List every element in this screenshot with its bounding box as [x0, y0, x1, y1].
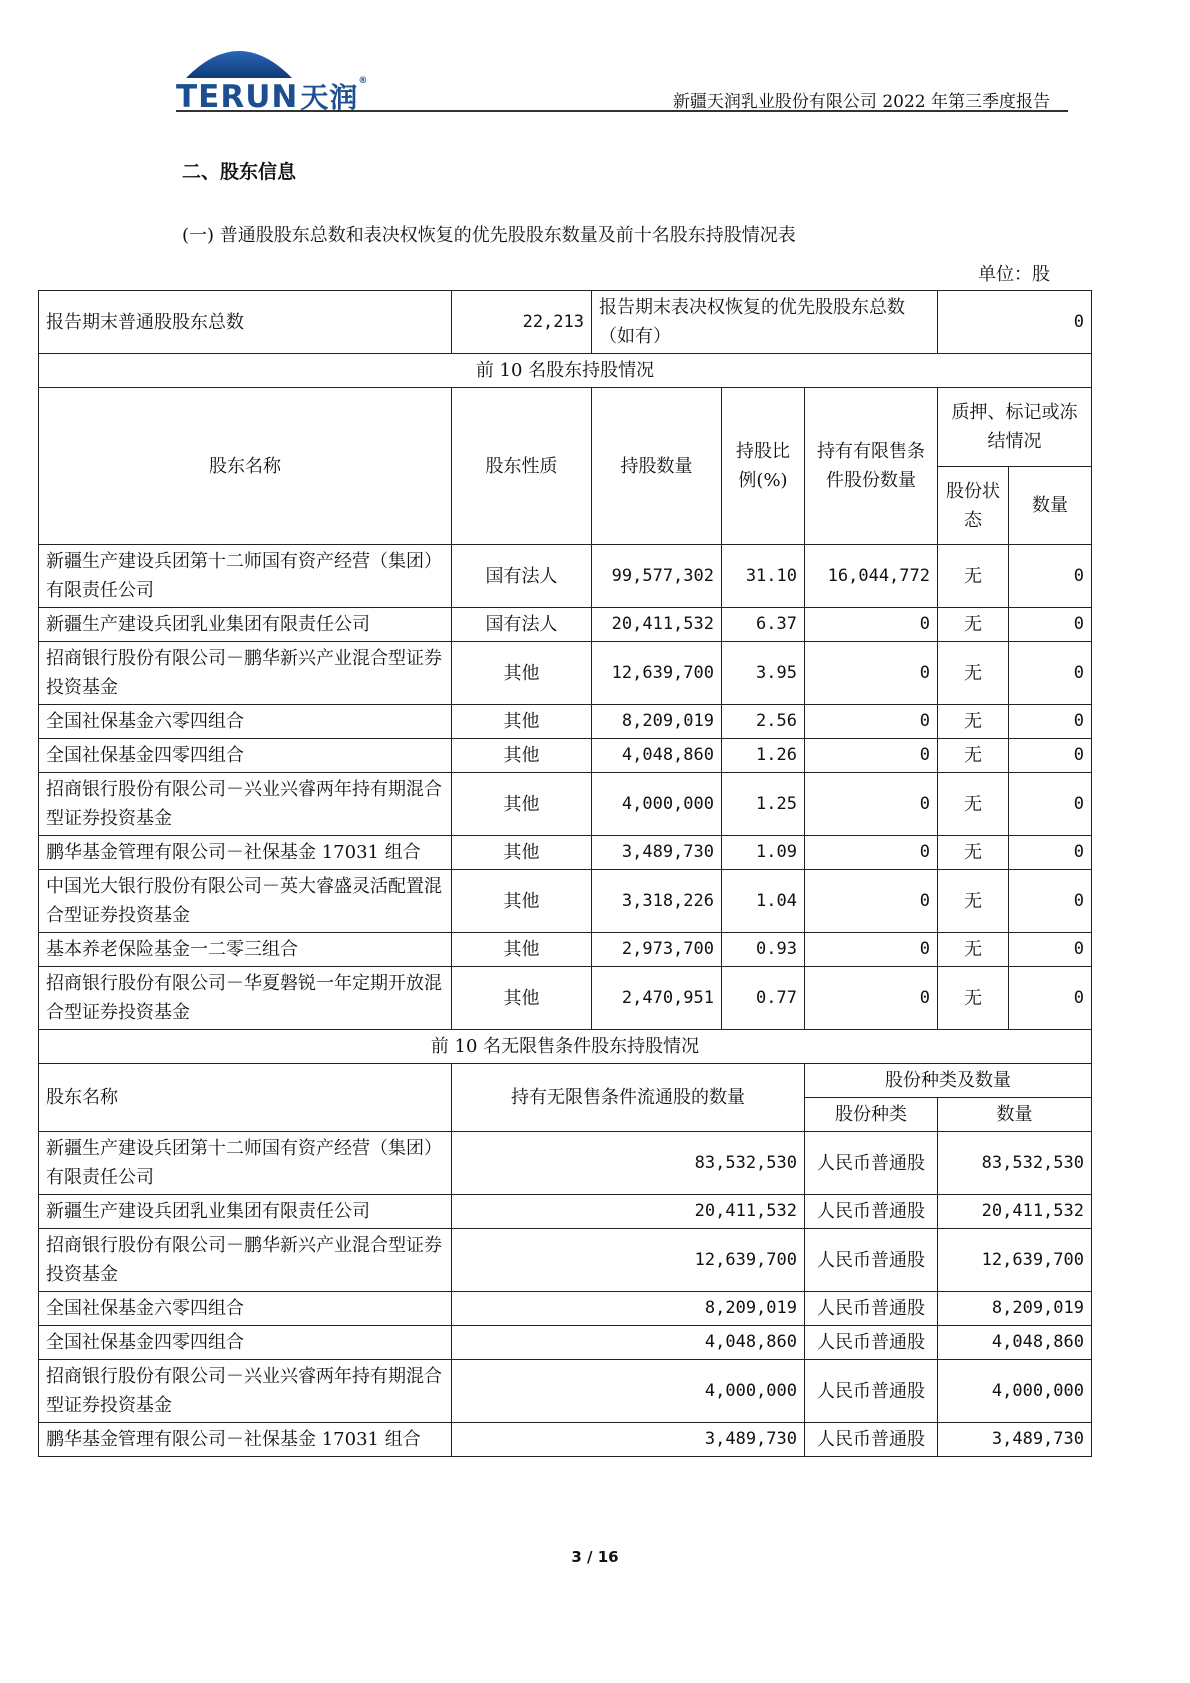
top10-rows [39, 545, 1092, 1030]
share-kind-quantity: 3,489,730 [938, 1423, 1092, 1457]
holding-ratio: 3.95 [722, 642, 805, 705]
total-shareholders-label: 报告期末普通股股东总数 [39, 291, 452, 354]
pledge-quantity: 0 [1009, 608, 1092, 642]
restricted-shares: 0 [805, 642, 938, 705]
unit-label: 单位：股 [978, 264, 1050, 285]
company-logo [176, 38, 376, 115]
shareholder-name: 新疆生产建设兵团第十二师国有资产经营（集团）有限责任公司 [39, 1132, 452, 1195]
shareholder-name: 招商银行股份有限公司－兴业兴睿两年持有期混合型证券投资基金 [39, 773, 452, 836]
table-row [39, 1292, 1092, 1326]
table-row [39, 1423, 1092, 1457]
pledge-quantity: 0 [1009, 739, 1092, 773]
share-kind: 人民币普通股 [805, 1195, 938, 1229]
holding-ratio: 0.93 [722, 933, 805, 967]
share-kind-quantity: 4,048,860 [938, 1326, 1092, 1360]
shareholder-name: 中国光大银行股份有限公司－英大睿盛灵活配置混合型证券投资基金 [39, 870, 452, 933]
share-kind-quantity: 12,639,700 [938, 1229, 1092, 1292]
share-kind: 人民币普通股 [805, 1229, 938, 1292]
shareholder-name: 全国社保基金六零四组合 [39, 1292, 452, 1326]
unrestricted-shares-held: 83,532,530 [452, 1132, 805, 1195]
shareholder-name: 招商银行股份有限公司－鹏华新兴产业混合型证券投资基金 [39, 1229, 452, 1292]
holding-ratio: 1.09 [722, 836, 805, 870]
shareholder-nature: 国有法人 [452, 545, 592, 608]
share-kind: 人民币普通股 [805, 1326, 938, 1360]
shareholder-nature: 其他 [452, 933, 592, 967]
shares-held: 2,973,700 [592, 933, 722, 967]
shareholder-table [38, 290, 1092, 1457]
pledge-quantity: 0 [1009, 545, 1092, 608]
shares-held: 3,489,730 [592, 836, 722, 870]
shareholder-nature: 其他 [452, 773, 592, 836]
shareholder-name: 招商银行股份有限公司－鹏华新兴产业混合型证券投资基金 [39, 642, 452, 705]
restricted-shares: 0 [805, 870, 938, 933]
u-col-header-kind: 股份种类 [805, 1098, 938, 1132]
shares-held: 12,639,700 [592, 642, 722, 705]
shareholder-name: 基本养老保险基金一二零三组合 [39, 933, 452, 967]
table-row [39, 1132, 1092, 1195]
u-col-header-name: 股东名称 [39, 1064, 452, 1132]
top10-header-row [39, 388, 1092, 467]
share-kind: 人民币普通股 [805, 1292, 938, 1326]
shareholder-name: 新疆生产建设兵团第十二师国有资产经营（集团）有限责任公司 [39, 545, 452, 608]
table-row [39, 608, 1092, 642]
shareholder-name: 全国社保基金六零四组合 [39, 705, 452, 739]
col-header-nature: 股东性质 [452, 388, 592, 545]
holding-ratio: 1.04 [722, 870, 805, 933]
logo-text-en: TERUN [176, 79, 299, 115]
table-row [39, 1195, 1092, 1229]
table-row [39, 836, 1092, 870]
report-header-title: 新疆天润乳业股份有限公司 2022 年第三季度报告 [672, 92, 1050, 112]
shareholder-nature: 其他 [452, 870, 592, 933]
share-status: 无 [938, 933, 1009, 967]
u-col-header-kind-qty: 股份种类及数量 [805, 1064, 1092, 1098]
table-row [39, 705, 1092, 739]
shareholder-name: 鹏华基金管理有限公司－社保基金 17031 组合 [39, 836, 452, 870]
holding-ratio: 1.25 [722, 773, 805, 836]
table-row [39, 773, 1092, 836]
unrestricted-section-label: 前 10 名无限售条件股东持股情况 [39, 1030, 1092, 1064]
page-number: 3 / 16 [571, 1548, 619, 1566]
table-row [39, 642, 1092, 705]
restricted-shares: 0 [805, 739, 938, 773]
u-col-header-held: 持有无限售条件流通股的数量 [452, 1064, 805, 1132]
col-header-ratio: 持股比例(%) [722, 388, 805, 545]
col-header-shares: 持股数量 [592, 388, 722, 545]
top10-section-label: 前 10 名股东持股情况 [39, 354, 1092, 388]
shares-held: 2,470,951 [592, 967, 722, 1030]
table-row [39, 739, 1092, 773]
header-divider [176, 110, 1068, 112]
shareholder-name: 招商银行股份有限公司－华夏磐锐一年定期开放混合型证券投资基金 [39, 967, 452, 1030]
restricted-shares: 0 [805, 608, 938, 642]
unrestricted-shares-held: 8,209,019 [452, 1292, 805, 1326]
section-title: 二、股东信息 [182, 161, 297, 183]
share-kind-quantity: 20,411,532 [938, 1195, 1092, 1229]
col-header-name: 股东名称 [39, 388, 452, 545]
logo-dome-icon [184, 38, 294, 78]
col-header-restricted: 持有有限售条件股份数量 [805, 388, 938, 545]
table-row [39, 933, 1092, 967]
subsection-title: (一) 普通股股东总数和表决权恢复的优先股股东数量及前十名股东持股情况表 [182, 225, 796, 246]
pledge-quantity: 0 [1009, 705, 1092, 739]
share-status: 无 [938, 773, 1009, 836]
share-status: 无 [938, 545, 1009, 608]
holding-ratio: 2.56 [722, 705, 805, 739]
table-row [39, 1326, 1092, 1360]
unrestricted-shares-held: 4,000,000 [452, 1360, 805, 1423]
logo-registered-mark: ® [358, 76, 369, 86]
holding-ratio: 1.26 [722, 739, 805, 773]
shareholder-nature: 其他 [452, 642, 592, 705]
shares-held: 8,209,019 [592, 705, 722, 739]
shares-held: 4,048,860 [592, 739, 722, 773]
col-header-status: 股份状态 [938, 467, 1009, 545]
share-kind-quantity: 4,000,000 [938, 1360, 1092, 1423]
u-col-header-qty: 数量 [938, 1098, 1092, 1132]
shareholder-nature: 其他 [452, 967, 592, 1030]
table-row [39, 1229, 1092, 1292]
holding-ratio: 31.10 [722, 545, 805, 608]
shares-held: 99,577,302 [592, 545, 722, 608]
unrestricted-shares-held: 3,489,730 [452, 1423, 805, 1457]
shareholder-nature: 其他 [452, 705, 592, 739]
pledge-quantity: 0 [1009, 870, 1092, 933]
holding-ratio: 6.37 [722, 608, 805, 642]
shareholder-name: 鹏华基金管理有限公司－社保基金 17031 组合 [39, 1423, 452, 1457]
shareholder-name: 全国社保基金四零四组合 [39, 1326, 452, 1360]
table-row [39, 870, 1092, 933]
unrestricted-shares-held: 12,639,700 [452, 1229, 805, 1292]
summary-row [39, 291, 1092, 354]
share-kind: 人民币普通股 [805, 1423, 938, 1457]
table-row [39, 967, 1092, 1030]
unrestricted-shares-held: 4,048,860 [452, 1326, 805, 1360]
shareholder-nature: 国有法人 [452, 608, 592, 642]
shares-held: 20,411,532 [592, 608, 722, 642]
share-status: 无 [938, 836, 1009, 870]
pledge-quantity: 0 [1009, 967, 1092, 1030]
share-kind: 人民币普通股 [805, 1132, 938, 1195]
shares-held: 3,318,226 [592, 870, 722, 933]
shareholder-name: 全国社保基金四零四组合 [39, 739, 452, 773]
preferred-shareholders-value: 0 [938, 291, 1092, 354]
share-status: 无 [938, 967, 1009, 1030]
shares-held: 4,000,000 [592, 773, 722, 836]
shareholder-name: 招商银行股份有限公司－兴业兴睿两年持有期混合型证券投资基金 [39, 1360, 452, 1423]
pledge-quantity: 0 [1009, 933, 1092, 967]
pledge-quantity: 0 [1009, 642, 1092, 705]
share-kind: 人民币普通股 [805, 1360, 938, 1423]
share-kind-quantity: 8,209,019 [938, 1292, 1092, 1326]
col-header-qty: 数量 [1009, 467, 1092, 545]
shareholder-nature: 其他 [452, 836, 592, 870]
table-row [39, 1360, 1092, 1423]
share-status: 无 [938, 608, 1009, 642]
restricted-shares: 0 [805, 705, 938, 739]
unrestricted-header-row [39, 1064, 1092, 1098]
share-status: 无 [938, 739, 1009, 773]
total-shareholders-value: 22,213 [452, 291, 592, 354]
restricted-shares: 0 [805, 773, 938, 836]
pledge-quantity: 0 [1009, 773, 1092, 836]
restricted-shares: 16,044,772 [805, 545, 938, 608]
restricted-shares: 0 [805, 933, 938, 967]
logo-text-cn: 天润 [300, 81, 359, 114]
unrestricted-shares-held: 20,411,532 [452, 1195, 805, 1229]
shareholder-name: 新疆生产建设兵团乳业集团有限责任公司 [39, 1195, 452, 1229]
restricted-shares: 0 [805, 967, 938, 1030]
preferred-shareholders-label: 报告期末表决权恢复的优先股股东总数（如有） [592, 291, 938, 354]
share-status: 无 [938, 705, 1009, 739]
shareholder-name: 新疆生产建设兵团乳业集团有限责任公司 [39, 608, 452, 642]
table-row [39, 545, 1092, 608]
unrestricted-section-row [39, 1030, 1092, 1064]
share-status: 无 [938, 642, 1009, 705]
col-header-pledge: 质押、标记或冻结情况 [938, 388, 1092, 467]
share-kind-quantity: 83,532,530 [938, 1132, 1092, 1195]
restricted-shares: 0 [805, 836, 938, 870]
pledge-quantity: 0 [1009, 836, 1092, 870]
holding-ratio: 0.77 [722, 967, 805, 1030]
unrestricted-rows [39, 1132, 1092, 1457]
shareholder-nature: 其他 [452, 739, 592, 773]
share-status: 无 [938, 870, 1009, 933]
top10-section-row [39, 354, 1092, 388]
